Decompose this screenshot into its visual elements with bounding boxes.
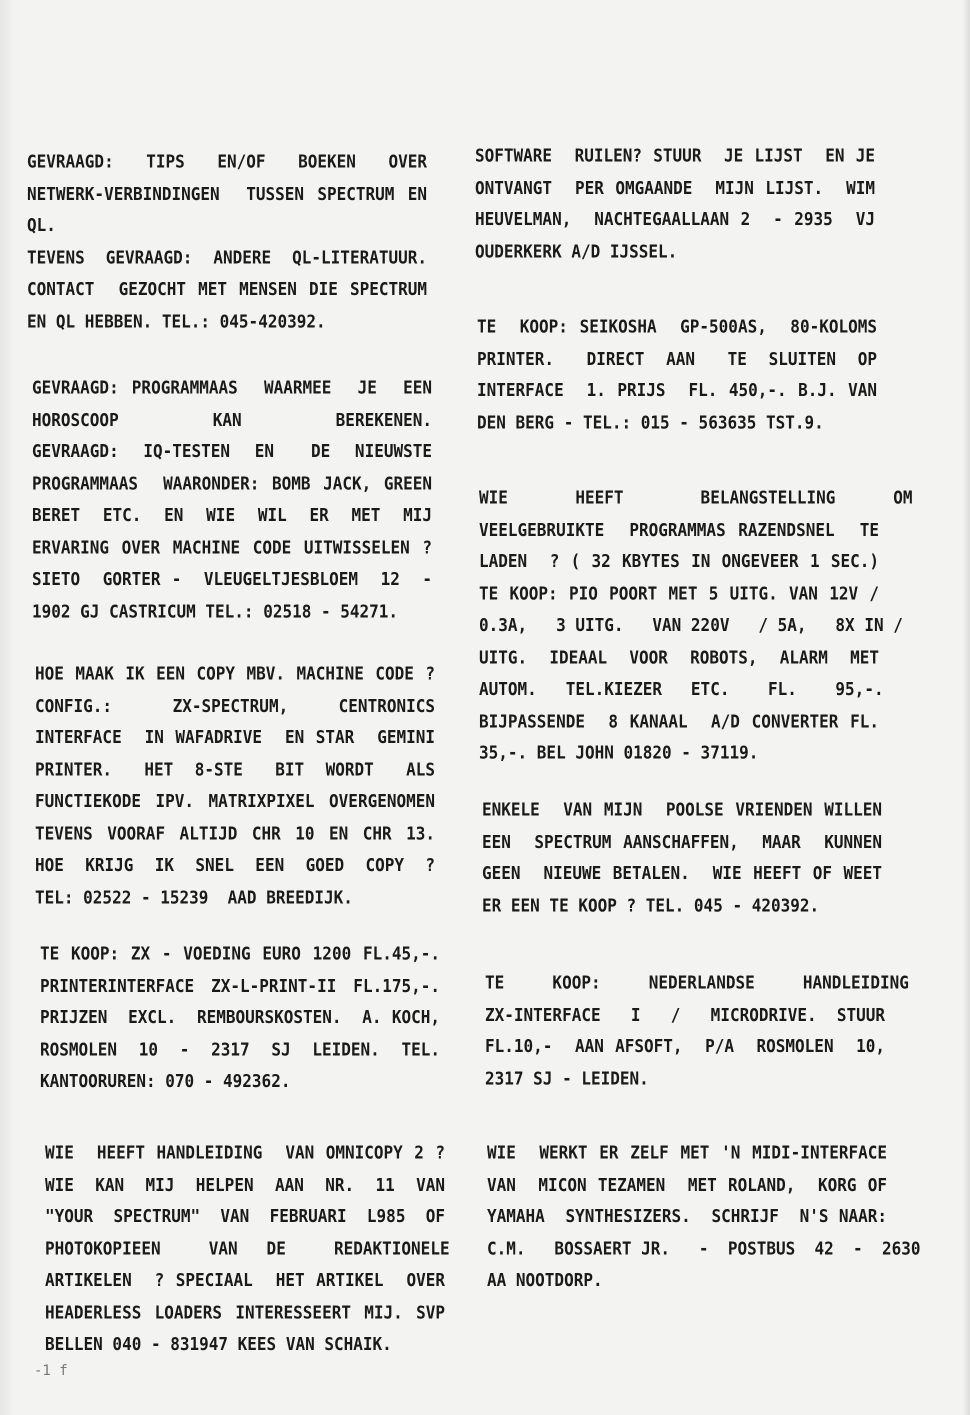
ad-text-line: FUNCTIEKODE IPV. MATRIXPIXEL OVERGENOMEN [35,790,435,812]
ad-text-line: CONFIG.: ZX-SPECTRUM, CENTRONICS [35,694,435,716]
ad-text-line: ER EEN TE KOOP ? TEL. 045 - 420392. [482,894,820,916]
page-fold-shadow [0,0,14,1415]
ad-text-line: OUDERKERK A/D IJSSEL. [475,240,678,262]
ad-text-line: HOE KRIJG IK SNEL EEN GOED COPY ? [35,854,435,876]
ad-text-line: HEADERLESS LOADERS INTERESSEERT MIJ. SVP [45,1301,445,1323]
ad-text-line: AUTOM. TEL.KIEZER ETC. FL. 95,-. [479,678,884,700]
ad-text-line: ROSMOLEN 10 - 2317 SJ LEIDEN. TEL. [40,1038,440,1060]
ad-text-line: KANTOORUREN: 070 - 492362. [40,1070,291,1092]
ad-text-line: ZX-INTERFACE I / MICRODRIVE. STUUR [485,1003,885,1025]
ad-text-line: ARTIKELEN ? SPECIAAL HET ARTIKEL OVER [45,1269,445,1291]
classified-ad-poolse-vrienden [482,794,882,922]
ad-text-line: SIETO GORTER - VLEUGELTJESBLOEM 12 - [32,568,432,590]
ad-text-line: GEVRAAGD: PROGRAMMAAS WAARMEE JE EEN [32,376,432,398]
ad-text-line: GEEN NIEUWE BETALEN. WIE HEEFT OF WEET [482,862,882,884]
ad-text-line: TE KOOP: SEIKOSHA GP-500AS, 80-KOLOMS [477,315,877,337]
ad-text-line: WIE KAN MIJ HELPEN AAN NR. 11 VAN [45,1173,445,1195]
ad-text-line: TEVENS VOORAF ALTIJD CHR 10 EN CHR 13. [35,822,435,844]
ad-text-line: HOE MAAK IK EEN COPY MBV. MACHINE CODE ? [35,662,435,684]
classified-ad-omnicopy [45,1137,450,1360]
ad-text-line: TE KOOP: ZX - VOEDING EURO 1200 FL.45,-. [40,942,440,964]
ad-text-line: PROGRAMMAAS WAARONDER: BOMB JACK, GREEN [32,472,432,494]
ad-text-line: TE KOOP: PIO POORT MET 5 UITG. VAN 12V / [479,582,879,604]
ad-text-line: INTERFACE 1. PRIJS FL. 450,-. B.J. VAN [477,379,877,401]
ad-text-line: BELLEN 040 - 831947 KEES VAN SCHAIK. [45,1333,392,1355]
ad-text-line: TEL: 02522 - 15239 AAD BREEDIJK. [35,885,353,908]
ad-text-line: TEVENS GEVRAAGD: ANDERE QL-LITERATUUR. [27,246,427,268]
ad-text-line: CONTACT GEZOCHT MET MENSEN DIE SPECTRUM [27,278,427,300]
ad-text-line: FL.10,- AAN AFSOFT, P/A ROSMOLEN 10, [485,1035,885,1057]
page-edge-shadow [962,0,970,1415]
classified-ad-voeding [40,938,440,1098]
classified-ad-razendsnel [479,482,913,769]
ad-text-line: UITG. IDEAAL VOOR ROBOTS, ALARM MET [479,646,879,668]
ad-text-line: 0.3A, 3 UITG. VAN 220V / 5A, 8X IN / [479,614,903,636]
ad-text-line: LADEN ? ( 32 KBYTES IN ONGEVEER 1 SEC.) [479,550,879,572]
page-number: -1 f [34,1363,68,1379]
ad-text-line: ENKELE VAN MIJN POOLSE VRIENDEN WILLEN [482,798,882,820]
ad-text-line: HEUVELMAN, NACHTEGAALLAAN 2 - 2935 VJ [475,208,875,230]
ad-text-line: "YOUR SPECTRUM" VAN FEBRUARI L985 OF [45,1205,445,1227]
ad-text-line: WIE HEEFT HANDLEIDING VAN OMNICOPY 2 ? [45,1141,445,1163]
ad-text-line: DEN BERG - TEL.: 015 - 563635 TST.9. [477,411,824,433]
ad-text-line: PHOTOKOPIEEN VAN DE REDAKTIONELE [45,1237,450,1259]
ad-text-line: GEVRAAGD: IQ-TESTEN EN DE NIEUWSTE [32,440,432,462]
ad-text-line: 35,-. BEL JOHN 01820 - 37119. [479,741,759,764]
ad-text-line: PRINTER. HET 8-STE BIT WORDT ALS [35,758,435,780]
ad-text-line: BIJPASSENDE 8 KANAAL A/D CONVERTER FL. [479,709,879,732]
ad-text-line: EEN SPECTRUM AANSCHAFFEN, MAAR KUNNEN [482,830,882,852]
ad-text-line: WIE HEEFT BELANGSTELLING OM [479,486,913,508]
ad-text-line: VEELGEBRUIKTE PROGRAMMAS RAZENDSNEL TE [479,518,879,540]
ad-text-line: WIE WERKT ER ZELF MET 'N MIDI-INTERFACE [487,1141,887,1163]
ad-text-line: PRINTERINTERFACE ZX-L-PRINT-II FL.175,-. [40,974,440,996]
ad-text-line: AA NOOTDORP. [487,1269,603,1291]
ad-text-line: PRIJZEN EXCL. REMBOURSKOSTEN. A. KOCH, [40,1006,440,1028]
ad-text-line: TE KOOP: NEDERLANDSE HANDLEIDING [485,971,909,993]
ad-text-line: HOROSCOOP KAN BEREKENEN. [32,408,432,430]
ad-text-line: PRINTER. DIRECT AAN TE SLUITEN OP [477,347,877,369]
classified-ad-horoscoop [32,372,432,627]
ad-text-line: BERET ETC. EN WIE WIL ER MET MIJ [32,504,432,526]
ad-text-line: 2317 SJ - LEIDEN. [485,1067,649,1089]
ad-text-line: GEVRAAGD: TIPS EN/OF BOEKEN OVER [27,150,427,172]
classified-ad-software-ruilen [475,140,875,268]
ad-text-line: YAMAHA SYNTHESIZERS. SCHRIJF N'S NAAR: [487,1205,887,1227]
ad-text-line: SOFTWARE RUILEN? STUUR JE LIJST EN JE [475,144,875,166]
classified-ad-ql-netwerk [27,146,427,338]
ad-text-line: QL. [27,214,56,236]
ad-text-line: ONTVANGT PER OMGAANDE MIJN LIJST. WIM [475,176,875,198]
ad-text-line: VAN MICON TEZAMEN MET ROLAND, KORG OF [487,1173,887,1195]
classified-ad-handleiding [485,967,909,1095]
ad-text-line: ERVARING OVER MACHINE CODE UITWISSELEN ? [32,536,432,558]
ad-text-line: INTERFACE IN WAFADRIVE EN STAR GEMINI [35,726,435,748]
classified-ad-seikosha [477,311,877,439]
ad-text-line: NETWERK-VERBINDINGEN TUSSEN SPECTRUM EN [27,182,427,204]
ad-text-line: EN QL HEBBEN. TEL.: 045-420392. [27,310,326,332]
classified-ad-midi-interface [487,1137,921,1297]
ad-text-line: C.M. BOSSAERT JR. - POSTBUS 42 - 2630 [487,1237,921,1259]
ad-text-line: 1902 GJ CASTRICUM TEL.: 02518 - 54271. [32,599,399,622]
classified-ad-copy-mbv [35,658,435,913]
